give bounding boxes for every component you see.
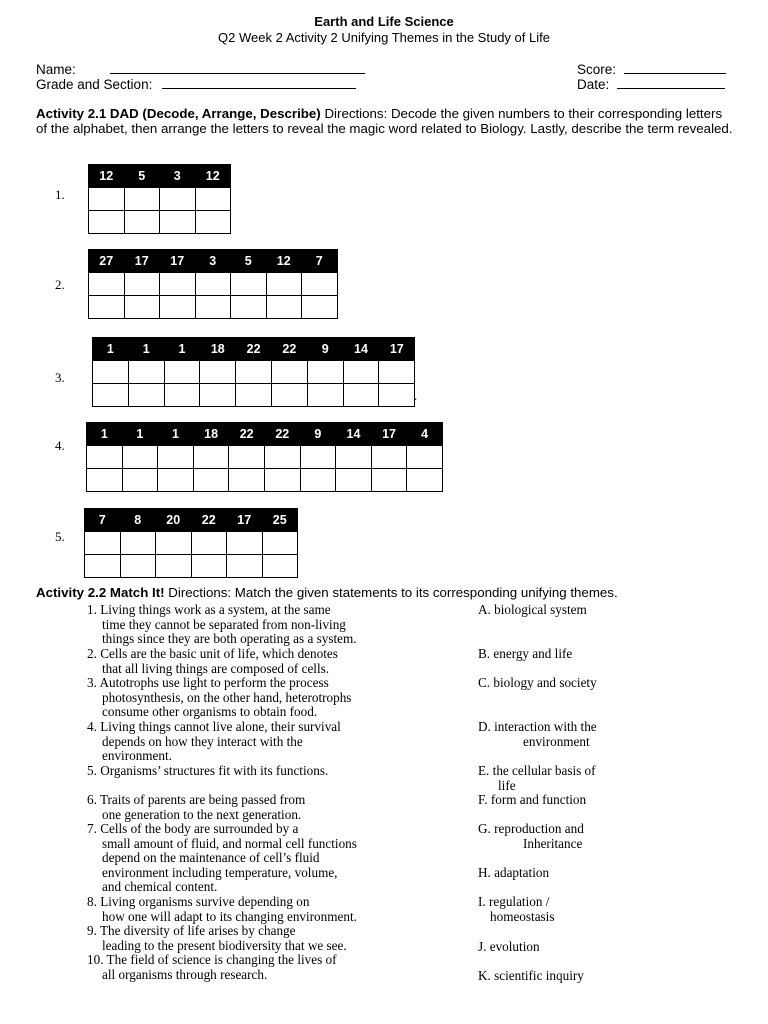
code-number: 7: [85, 509, 121, 532]
choice-line: environment: [523, 733, 590, 749]
answer-cell[interactable]: [407, 469, 443, 492]
code-number: 1: [164, 338, 200, 361]
answer-cell[interactable]: [128, 361, 164, 384]
code-number: 14: [336, 423, 372, 446]
date-label: Date:: [577, 77, 610, 92]
answer-cell[interactable]: [160, 188, 196, 211]
code-number: 22: [191, 509, 227, 532]
code-row: [89, 250, 338, 273]
statement-4: [87, 720, 467, 764]
choice-line: F. form and function: [478, 792, 587, 807]
answer-cell[interactable]: [156, 555, 192, 578]
code-number: 17: [124, 250, 160, 273]
answer-cell[interactable]: [120, 532, 156, 555]
choice-d: [478, 720, 678, 749]
arranged-word-row: [89, 296, 338, 319]
choice-k: [478, 969, 678, 984]
decoded-letters-row: [85, 532, 298, 555]
answer-cell[interactable]: [266, 296, 302, 319]
answer-cell[interactable]: [193, 446, 229, 469]
document-subtitle: Q2 Week 2 Activity 2 Unifying Themes in the Study of Life: [218, 30, 550, 45]
statement-line: 6. Traits of parents are being passed from: [87, 792, 306, 807]
choice-j: [478, 940, 678, 955]
statement-line: time they cannot be separated from non-living: [102, 616, 346, 632]
statement-line: environment including temperature, volume,: [102, 864, 338, 880]
code-number: 4: [407, 423, 443, 446]
choice-line: D. interaction with the: [478, 719, 597, 734]
answer-cell[interactable]: [407, 446, 443, 469]
choice-line: life: [498, 777, 516, 793]
puzzle-2-label: 2.: [55, 277, 65, 292]
code-number: 3: [195, 250, 231, 273]
code-number: 1: [87, 423, 123, 446]
statement-8: [87, 895, 467, 924]
answer-cell[interactable]: [120, 555, 156, 578]
answer-cell[interactable]: [229, 469, 265, 492]
answer-cell[interactable]: [158, 469, 194, 492]
arranged-word-row: [93, 384, 415, 407]
answer-cell[interactable]: [227, 532, 263, 555]
answer-cell[interactable]: [124, 273, 160, 296]
activity2-directions: Directions: Match the given statements to its corresponding unifying themes.: [168, 585, 618, 600]
decoded-letters-row: [87, 446, 443, 469]
statement-line: 2. Cells are the basic unit of life, which denotes: [87, 646, 338, 661]
statement-line: that all living things are composed of cells.: [102, 660, 330, 676]
choice-line: G. reproduction and: [478, 821, 584, 836]
answer-cell[interactable]: [231, 273, 267, 296]
answer-cell[interactable]: [379, 361, 415, 384]
date-field-line[interactable]: [617, 76, 725, 89]
code-number: 1: [128, 338, 164, 361]
statement-line: depends on how they interact with the: [102, 733, 303, 749]
code-number: 20: [156, 509, 192, 532]
choice-line: B. energy and life: [478, 646, 573, 661]
statement-line: photosynthesis, on the other hand, heterotrophs: [102, 689, 352, 705]
choice-a: [478, 603, 678, 618]
arranged-word-row: [89, 211, 231, 234]
statement-line: 5. Organisms’ structures fit with its functions.: [87, 763, 329, 778]
puzzle-1-label: 1.: [55, 187, 65, 202]
code-number: 9: [300, 423, 336, 446]
code-number: 7: [302, 250, 338, 273]
stray-mark: .: [414, 389, 418, 403]
statement-7: [87, 822, 467, 895]
statement-line: 8. Living organisms survive depending on: [87, 894, 310, 909]
choice-i: [478, 895, 678, 924]
statement-2: [87, 647, 467, 676]
statement-line: 9. The diversity of life arises by change: [87, 923, 296, 938]
answer-cell[interactable]: [300, 446, 336, 469]
puzzle-1-table: [88, 164, 231, 234]
statement-10: [87, 953, 467, 982]
answer-cell[interactable]: [236, 384, 272, 407]
code-number: 12: [89, 165, 125, 188]
code-number: 27: [89, 250, 125, 273]
statement-9: [87, 924, 467, 953]
answer-cell[interactable]: [236, 361, 272, 384]
statement-line: small amount of fluid, and normal cell functions: [102, 835, 357, 851]
answer-cell[interactable]: [89, 211, 125, 234]
choice-line: Inheritance: [523, 835, 583, 851]
answer-cell[interactable]: [160, 273, 196, 296]
answer-cell[interactable]: [89, 273, 125, 296]
answer-cell[interactable]: [271, 384, 307, 407]
decoded-letters-row: [89, 188, 231, 211]
code-row: [87, 423, 443, 446]
activity2-heading: Activity 2.2 Match It!: [36, 585, 165, 600]
choice-line: homeostasis: [490, 908, 555, 924]
answer-cell[interactable]: [343, 361, 379, 384]
code-number: 14: [343, 338, 379, 361]
choice-g: [478, 822, 678, 851]
code-number: 25: [262, 509, 298, 532]
answer-cell[interactable]: [164, 361, 200, 384]
choice-c: [478, 676, 678, 691]
statement-6: [87, 793, 467, 822]
code-row: [93, 338, 415, 361]
answer-cell[interactable]: [336, 446, 372, 469]
answer-cell[interactable]: [271, 361, 307, 384]
answer-cell[interactable]: [266, 273, 302, 296]
answer-cell[interactable]: [371, 446, 407, 469]
statement-line: environment.: [102, 748, 172, 764]
choice-e: [478, 764, 678, 793]
code-number: 22: [264, 423, 300, 446]
answer-cell[interactable]: [191, 555, 227, 578]
statement-line: 1. Living things work as a system, at the same: [87, 602, 331, 617]
code-number: 18: [200, 338, 236, 361]
answer-cell[interactable]: [262, 555, 298, 578]
answer-cell[interactable]: [156, 532, 192, 555]
choice-line: A. biological system: [478, 602, 587, 617]
code-number: 3: [160, 165, 196, 188]
code-number: 9: [307, 338, 343, 361]
answer-cell[interactable]: [195, 273, 231, 296]
decoded-letters-row: [89, 273, 338, 296]
code-number: 17: [227, 509, 263, 532]
answer-cell[interactable]: [87, 446, 123, 469]
choice-line: C. biology and society: [478, 675, 597, 690]
answer-cell[interactable]: [200, 361, 236, 384]
puzzle-5-table: [84, 508, 298, 578]
choice-b: [478, 647, 678, 662]
name-label: Name:: [36, 62, 76, 77]
statement-line: one generation to the next generation.: [102, 806, 302, 822]
choice-h: [478, 866, 678, 881]
statement-line: 7. Cells of the body are surrounded by a: [87, 821, 299, 836]
answer-cell[interactable]: [89, 188, 125, 211]
code-number: 1: [122, 423, 158, 446]
answer-cell[interactable]: [336, 469, 372, 492]
choice-line: J. evolution: [478, 939, 540, 954]
choice-f: [478, 793, 678, 808]
grade-label: Grade and Section:: [36, 77, 153, 92]
answer-cell[interactable]: [89, 296, 125, 319]
code-number: 5: [124, 165, 160, 188]
puzzle-3-table: [92, 337, 418, 407]
answer-cell[interactable]: [231, 296, 267, 319]
activity2-intro: [36, 585, 736, 600]
code-number: 22: [236, 338, 272, 361]
code-number: 18: [193, 423, 229, 446]
answer-cell[interactable]: [85, 555, 121, 578]
puzzle-2-table: [88, 249, 338, 319]
answer-cell[interactable]: [264, 469, 300, 492]
answer-cell[interactable]: [195, 188, 231, 211]
code-number: 8: [120, 509, 156, 532]
answer-cell[interactable]: [128, 384, 164, 407]
answer-cell[interactable]: [195, 211, 231, 234]
code-number: 22: [271, 338, 307, 361]
answer-cell[interactable]: [302, 296, 338, 319]
statement-line: 3. Autotrophs use light to perform the process: [87, 675, 329, 690]
score-label: Score:: [577, 62, 617, 77]
answer-cell[interactable]: [122, 446, 158, 469]
score-field-line[interactable]: [624, 61, 726, 74]
answer-cell[interactable]: [200, 384, 236, 407]
answer-cell[interactable]: [93, 384, 129, 407]
statement-line: leading to the present biodiversity that we see.: [102, 937, 347, 953]
code-number: 5: [231, 250, 267, 273]
answer-cell[interactable]: [262, 532, 298, 555]
statement-line: things since they are both operating as a system.: [102, 631, 357, 647]
answer-cell[interactable]: [93, 361, 129, 384]
answer-cell[interactable]: [307, 384, 343, 407]
answer-cell[interactable]: [300, 469, 336, 492]
code-row: [85, 509, 298, 532]
statement-line: how one will adapt to its changing environment.: [102, 908, 357, 924]
activity1-intro: [36, 106, 736, 136]
answer-cell[interactable]: [227, 555, 263, 578]
choice-line: K. scientific inquiry: [478, 968, 584, 983]
code-row: [89, 165, 231, 188]
answer-cell[interactable]: [160, 211, 196, 234]
statement-5: [87, 764, 467, 779]
code-number: 1: [93, 338, 129, 361]
statement-line: consume other organisms to obtain food.: [102, 704, 318, 720]
statement-line: 4. Living things cannot live alone, their survival: [87, 719, 341, 734]
code-number: 17: [379, 338, 415, 361]
answer-cell[interactable]: [195, 296, 231, 319]
activity1-heading: Activity 2.1 DAD (Decode, Arrange, Describe): [36, 106, 321, 121]
answer-cell[interactable]: [158, 446, 194, 469]
answer-cell[interactable]: [307, 361, 343, 384]
statement-line: depend on the maintenance of cell’s fluid: [102, 850, 320, 866]
puzzle-4-table: [86, 422, 443, 492]
statement-line: and chemical content.: [102, 879, 218, 895]
answer-cell[interactable]: [122, 469, 158, 492]
answer-cell[interactable]: [85, 532, 121, 555]
answer-cell[interactable]: [124, 188, 160, 211]
code-number: 17: [371, 423, 407, 446]
statement-1: [87, 603, 467, 647]
answer-cell[interactable]: [264, 446, 300, 469]
choice-line: E. the cellular basis of: [478, 763, 596, 778]
answer-cell[interactable]: [379, 384, 418, 407]
answer-cell[interactable]: [160, 296, 196, 319]
answer-cell[interactable]: [124, 296, 160, 319]
choice-line: H. adaptation: [478, 865, 550, 880]
answer-cell[interactable]: [87, 469, 123, 492]
name-field-line[interactable]: [110, 61, 365, 74]
code-number: 22: [229, 423, 265, 446]
answer-cell[interactable]: [164, 384, 200, 407]
arranged-word-row: [85, 555, 298, 578]
date-row: [577, 76, 725, 93]
statement-line: 10. The field of science is changing the lives of: [87, 952, 337, 967]
document-title: Earth and Life Science: [314, 14, 454, 29]
statement-line: all organisms through research.: [102, 966, 268, 982]
code-number: 12: [195, 165, 231, 188]
puzzle-5-label: 5.: [55, 529, 65, 544]
answer-cell[interactable]: [371, 469, 407, 492]
choice-line: I. regulation /: [478, 894, 550, 909]
grade-row: [36, 76, 356, 93]
answer-cell[interactable]: [193, 469, 229, 492]
code-number: 12: [266, 250, 302, 273]
puzzle-3-label: 3.: [55, 370, 65, 385]
activity1-directions: Directions: Decode the given numbers to their corresponding letters of the alphabet, then arrange the letters to reveal the magic word related to Biology. Lastly, describe the term revealed.: [36, 106, 733, 136]
arranged-word-row: [87, 469, 443, 492]
answer-cell[interactable]: [302, 273, 338, 296]
answer-cell[interactable]: [191, 532, 227, 555]
statement-3: [87, 676, 467, 720]
answer-cell[interactable]: [343, 384, 379, 407]
answer-cell[interactable]: [229, 446, 265, 469]
decoded-letters-row: [93, 361, 415, 384]
code-number: 1: [158, 423, 194, 446]
grade-field-line[interactable]: [162, 76, 356, 89]
code-number: 17: [160, 250, 196, 273]
answer-cell[interactable]: [124, 211, 160, 234]
puzzle-4-label: 4.: [55, 438, 65, 453]
